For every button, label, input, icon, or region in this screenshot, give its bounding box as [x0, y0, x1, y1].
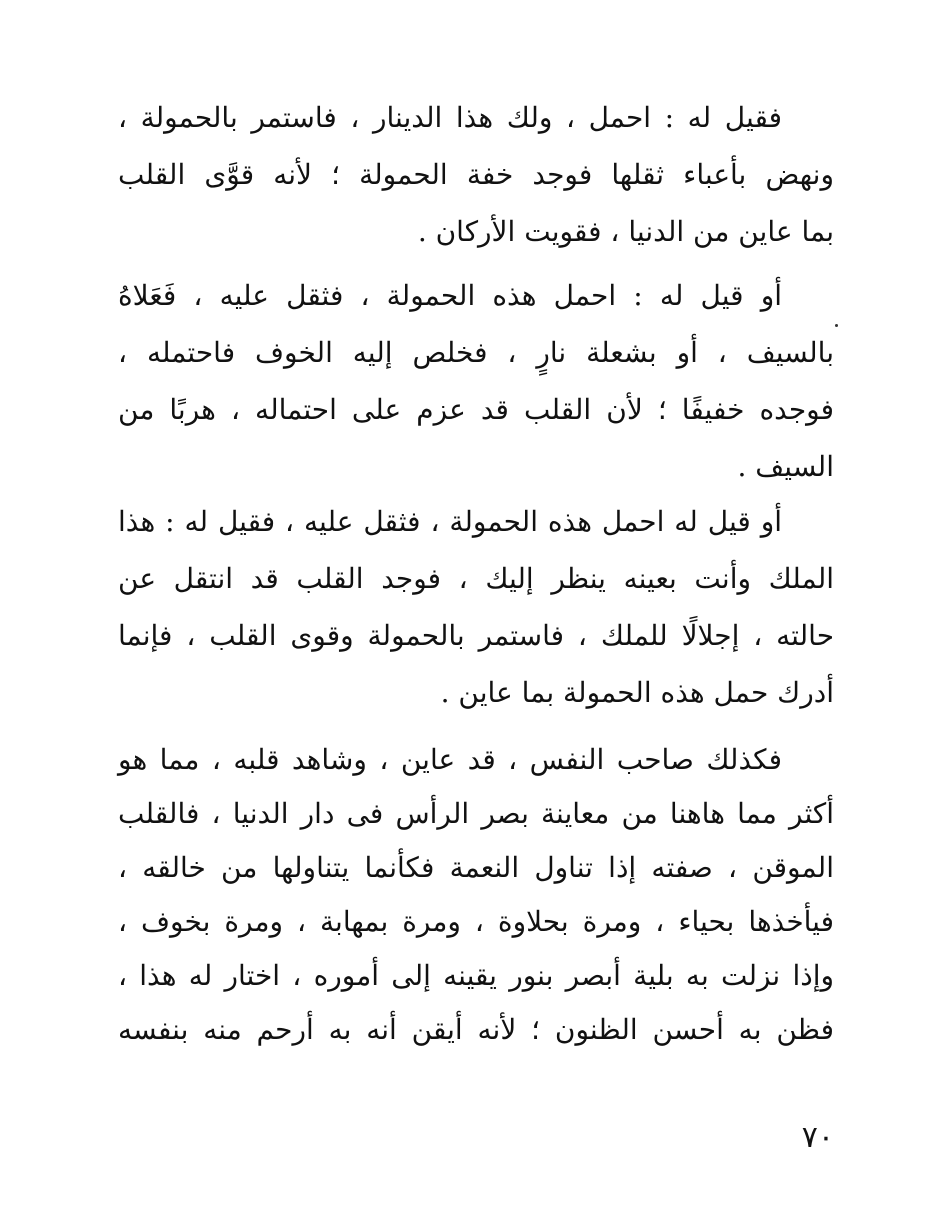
paragraph-1-line-3: بما عاين من الدنيا ، فقويت الأركان .	[417, 215, 834, 248]
paragraph-1-line-2: ونهض بأعباء ثقلها فوجد خفة الحمولة ؛ لأنه قوَّى القلب	[118, 158, 834, 191]
paragraph-4-line-5: وإذا نزلت به بلية أبصر بنور يقينه إلى أموره ، اختار له هذا ،	[118, 959, 834, 992]
paragraph-1-line-1: فقيل له : احمل ، ولك هذا الدينار ، فاستمر بالحمولة ،	[118, 101, 782, 134]
paragraph-4-line-2: أكثر مما هاهنا من معاينة بصر الرأس فى دار الدنيا ، فالقلب	[118, 797, 835, 830]
paragraph-4-line-6: فظن به أحسن الظنون ؛ لأنه أيقن أنه به أرحم منه بنفسه	[118, 1013, 834, 1046]
paragraph-4-line-3: الموقن ، صفته إذا تناول النعمة فكأنما يتناولها من خالقه ،	[118, 851, 834, 884]
page-number: ٧٠	[801, 1120, 834, 1155]
paragraph-3-line-1: أو قيل له احمل هذه الحمولة ، فثقل عليه ، فقيل له : هذا	[118, 505, 782, 538]
scan-speck	[835, 324, 838, 327]
paragraph-3-line-4: أدرك حمل هذه الحمولة بما عاين .	[440, 676, 834, 709]
paragraph-2-line-3: فوجده خفيفًا ؛ لأن القلب قد عزم على احتماله ، هربًا من	[118, 393, 834, 426]
paragraph-3-line-3: حالته ، إجلالًا للملك ، فاستمر بالحمولة وقوى القلب ، فإنما	[118, 619, 834, 652]
paragraph-2-line-1: أو قيل له : احمل هذه الحمولة ، فثقل عليه ، فَعَلاهُ	[118, 279, 782, 312]
paragraph-2-line-2: بالسيف ، أو بشعلة نارٍ ، فخلص إليه الخوف فاحتمله ،	[118, 336, 834, 369]
paragraph-4-line-4: فيأخذها بحياء ، ومرة بحلاوة ، ومرة بمهابة ، ومرة بخوف ،	[118, 905, 834, 938]
paragraph-4-line-1: فكذلك صاحب النفس ، قد عاين ، وشاهد قلبه ، مما هو	[118, 743, 782, 776]
paragraph-2-line-4: السيف .	[737, 450, 834, 483]
paragraph-3-line-2: الملك وأنت بعينه ينظر إليك ، فوجد القلب قد انتقل عن	[118, 562, 834, 595]
